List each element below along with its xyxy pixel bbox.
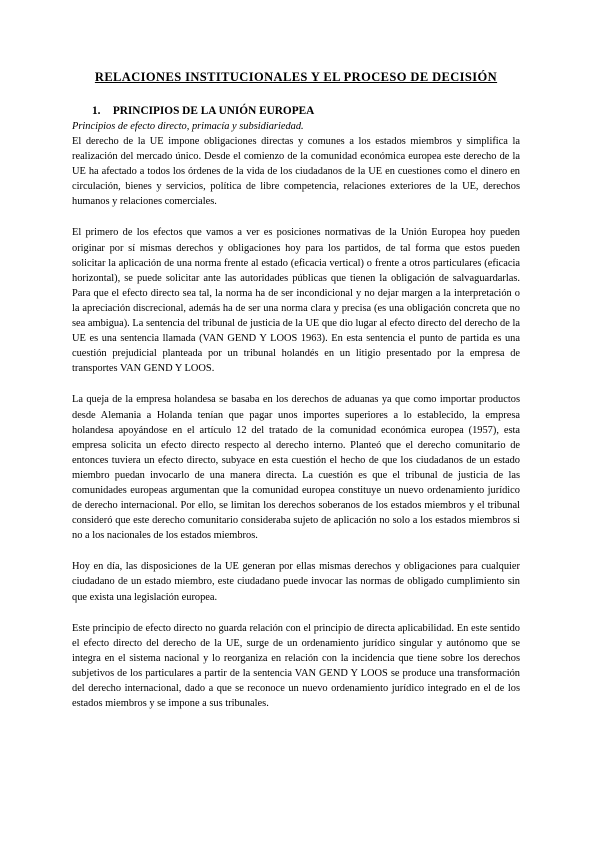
paragraph-3: La queja de la empresa holandesa se basaba en los derechos de aduanas ya que como importar productos desde Alemania a Holanda tenían que pagar unos importes superiores a lo establecido, la empresa holandesa apoyándose en el artículo 12 del tratado de la comunidad económica europea (1957), esta empresa solicita un efecto directo respecto al derecho interno. Planteó que el derecho comunitario de entonces tuviera un efecto directo, subyace en esta cuestión el hecho de que los ciudadanos de un estado miembro puedan invocarlo de una manera directa. La cuestión es que el tribunal de justicia de las comunidades europeas argumentan que la comunidad europea constituye un nuevo ordenamiento jurídico de derecho internacional. Por ello, se limitan los derechos soberanos de los estados miembros y el tribunal consideró que este derecho comunitario consideraba sujeto de aplicación no solo a los estados miembros si no a los nacionales de los estados miembros. <box>72 394 520 542</box>
section-subheading: Principios de efecto directo, primacía y subsidiariedad. <box>72 121 304 132</box>
paragraph-5: Este principio de efecto directo no guarda relación con el principio de directa aplicabilidad. En este sentido el efecto directo del derecho de la UE, surge de un ordenamiento jurídico singular y autónomo que se integra en el sistema nacional y lo reorganiza en relación con la incidencia que tiene sobre los derechos subjetivos de los particulares a partir de la sentencia VAN GEND Y LOOS se produce una transformación del derecho internacional, dado a que se reconoce un nuevo ordenamiento jurídico integrado en el de los estados miembros y se impone a sus tribunales. <box>72 622 520 710</box>
paragraph-4: Hoy en día, las disposiciones de la UE generan por ellas mismas derechos y obligaciones para cualquier ciudadano de un estado miembro, este ciudadano puede invocar las normas de obligado cumplimiento sin que exista una legislación europea. <box>72 561 520 603</box>
document-title: RELACIONES INSTITUCIONALES Y EL PROCESO DE DECISIÓN <box>94 70 498 84</box>
section-title: PRINCIPIOS DE LA UNIÓN EUROPEA <box>112 105 315 117</box>
section-heading <box>72 105 520 117</box>
paragraph-2: El primero de los efectos que vamos a ver es posiciones normativas de la Unión Europea hoy pueden originar por sí mismas derechos y obligaciones hoy para los partidos, de tal forma que estos pueden solicitar la aplicación de una norma frente al estado (eficacia vertical) o frente a otros particulares (eficacia horizontal), se puede solicitar ante las autoridades públicas que tienen la obligación de salvaguardarlas. Para que el efecto directo sea tal, la norma ha de ser incondicional y no dejar margen a la interpretación o la apreciación discrecional, además ha de ser una norma clara y precisa (es una obligación concreta que no sea ambigua). La sentencia del tribunal de justicia de la UE que dio lugar al efecto directo del derecho de la UE es una sentencia llamada (VAN GEND Y LOOS 1963). En esta sentencia el punto de partida es una cuestión prejudicial planteada por un tribunal holandés en un litigio presentado por la empresa de transportes VAN GEND Y LOOS. <box>72 227 520 375</box>
paragraph-1: El derecho de la UE impone obligaciones directas y comunes a los estados miembros y simplifica la realización del mercado único. Desde el comienzo de la comunidad económica europea este derecho de la UE ha afectado a todos los órdenes de la vida de los ciudadanos de la UE en cuestiones como el dinero en circulación, bienes y servicios, política de libre competencia, relaciones exteriores de la UE, derechos humanos y relaciones comerciales. <box>72 136 520 208</box>
section-number: 1. <box>92 105 101 117</box>
